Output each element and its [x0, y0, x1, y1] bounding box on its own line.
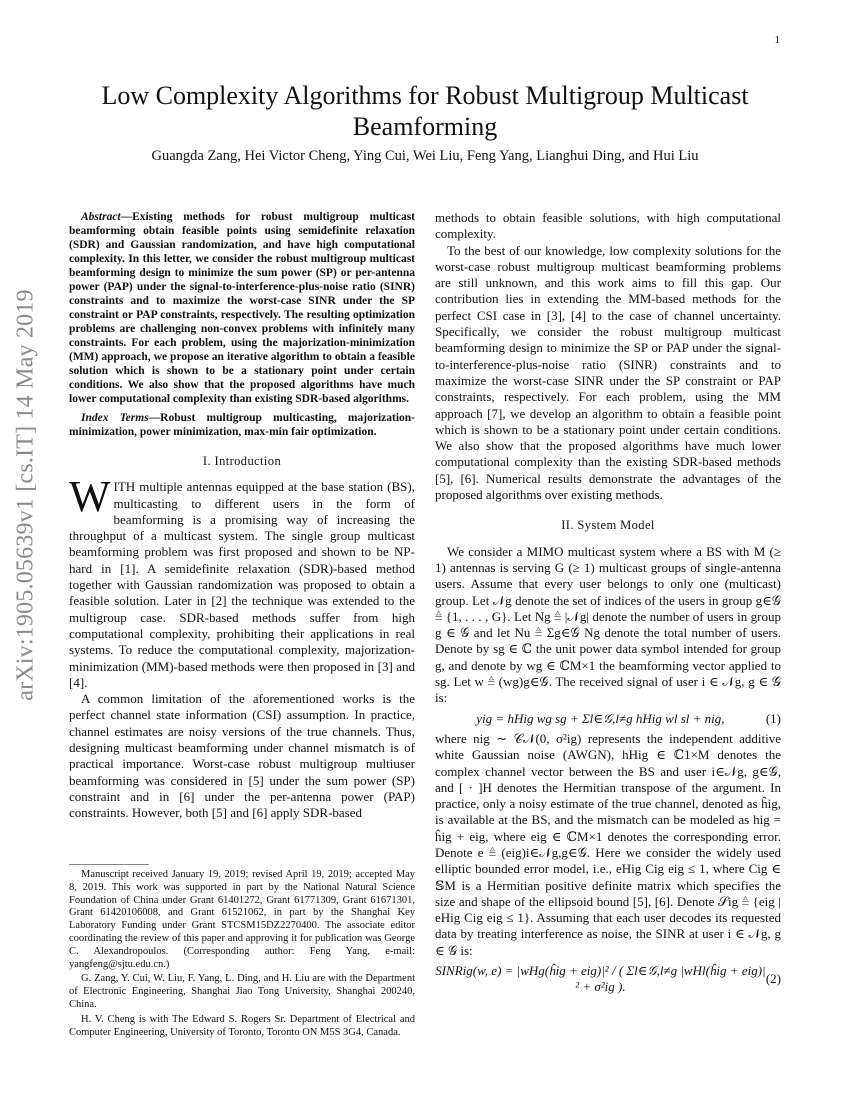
- drop-cap: W: [69, 472, 111, 522]
- intro-paragraph-1-text: ITH multiple antennas equipped at the base station (BS), multicasting to different users in the form of beamforming is a promising way of increasing the throughput of a multicast system. The single group multicast beamforming problem was first proposed and shown to be NP-hard in [1]. A semidefinite relaxation (SDR)-based method together with Gaussian randomization was proposed to obtain a feasible solution. Later in [2] the technique was extended to the multigroup case. SDR-based methods suffer from high computational complexity, prohibiting their applications in real systems. To reduce the computational complexity, majorization-minimization (MM)-based methods were then proposed in [3] and [4].: [69, 479, 415, 690]
- section-heading-introduction: I. Introduction: [202, 454, 282, 468]
- paper-authors: Guangda Zang, Hei Victor Cheng, Ying Cui, Wei Liu, Feng Yang, Lianghui Ding, and Hui Liu: [151, 148, 699, 164]
- arxiv-stamp-text: arXiv:1905.05639v1 [cs.IT] 14 May 2019: [12, 289, 39, 701]
- equation-1-body: yig = hHig wg sg + Σl∈𝒢,l≠g hHig wl sl + nig,: [476, 710, 725, 726]
- system-model-paragraph-1: We consider a MIMO multicast system where a BS with M (≥ 1) antennas is serving G (≥ 1) multicast groups of single-antenna users. Assume that every user belongs to only one (multicast) group. Let 𝒩g denote the set of indices of the users in group g∈𝒢 ≜ {1, . . . , G}. Let Ng ≜ |𝒩g| denote the number of users in group g ∈ 𝒢 and let Nu ≜ Σg∈𝒢 Ng denote the total number of users. Denote by sg ∈ ℂ the unit power data symbol intended for group g, and denote by wg ∈ ℂM×1 the beamforming vector applied to sg. Let w ≜ (wg)g∈𝒢. The received signal of user i ∈ 𝒩g, g ∈ 𝒢 is:: [435, 543, 781, 706]
- arxiv-stamp: [6, 265, 46, 725]
- index-terms-label: Index Terms: [81, 412, 149, 424]
- footnotes: [69, 864, 415, 1041]
- intro-paragraph-2-continued: methods to obtain feasible solutions, with high computational complexity.: [435, 210, 781, 242]
- intro-paragraph-1: [69, 472, 415, 691]
- index-terms-text: —Robust multigroup multicasting, majorization-minimization, power minimization, max-min fair optimization.: [69, 412, 415, 438]
- footnote-affiliation-sjtu: G. Zang, Y. Cui, W. Liu, F. Yang, L. Ding, and H. Liu are with the Department of Electronic Engineering, Shanghai Jiao Tong University, Shanghai 200240, China.: [69, 973, 415, 1010]
- page-number: 1: [774, 34, 780, 46]
- index-terms: [69, 411, 415, 439]
- paper-title: Low Complexity Algorithms for Robust Multigroup Multicast Beamforming: [101, 81, 749, 141]
- footnote-affiliation-toronto: H. V. Cheng is with The Edward S. Rogers Sr. Department of Electrical and Computer Engineering, University of Toronto, Toronto ON M5S 3G4, Canada.: [69, 1013, 415, 1038]
- footnote-rule: [69, 864, 149, 865]
- equation-2: [435, 963, 781, 996]
- abstract: [69, 210, 415, 406]
- equation-2-number: (2): [765, 971, 781, 987]
- section-heading-system-model: II. System Model: [561, 518, 655, 533]
- equation-2-body: SINRig(w, e) = |wHg(ĥig + eig)|² / ( Σl∈𝒢,l≠g |wHl(ĥig + eig)|² + σ²ig ).: [435, 963, 766, 995]
- abstract-text: —Existing methods for robust multigroup multicast beamforming obtain feasible points using semidefinite relaxation (SDR) and Gaussian randomization, and have high computational complexity. In this letter, we consider the robust multigroup multicast beamforming design to minimize the sum power (SP) or per-antenna power (PAP) under the signal-to-interference-plus-noise ratio (SINR) constraints and to maximize the worst-case SINR under the SP constraint or PAP constraints, respectively. The resulting optimization problems are challenging non-convex problems with infinitely many constraints. For each problem, using the majorization-minimization (MM) approach, we propose an iterative algorithm to obtain a feasible solution which is shown to be a stationary point under certain conditions. We also show that the proposed algorithms have much lower computational complexity than existing SDR-based algorithms.: [69, 211, 415, 405]
- system-model-paragraph-2: where nig ∼ 𝒞𝒩(0, σ²ig) represents the independent additive white Gaussian noise (AWGN), hHig ∈ ℂ1×M denotes the complex channel vector between the BS and user i∈𝒩g, g∈𝒢, and [ · ]H denotes the Hermitian transpose of the argument. In practice, only a noisy estimate of the true channel, denoted as ĥig, is available at the BS, and the mismatch can be modeled as hig = ĥig + eig, where eig ∈ ℂM×1 denotes the corresponding error. Denote e ≜ (eig)i∈𝒩g,g∈𝒢. Here we consider the widely used elliptic bounded error model, i.e., eHig Cig eig ≤ 1, where Cig ∈ 𝕊M is a Hermitian positive definite matrix which specifies the size and shape of the ellipsoid bound [5], [6]. Denote 𝒮ig ≜ {eig | eHig Cig eig ≤ 1}. Assuming that each user decodes its requested data by treating interference as noise, the SINR at user i ∈ 𝒩g, g ∈ 𝒢 is:: [435, 730, 781, 958]
- equation-1: [435, 711, 781, 727]
- abstract-label: Abstract: [81, 211, 121, 223]
- right-column: [435, 210, 781, 1000]
- intro-paragraph-2: A common limitation of the aforementioned works is the perfect channel state information (CSI) assumption. In practice, channel estimates are noisy versions of the true channels. Thus, designing multicast beamforming under channel mismatch is of practical importance. Worst-case robust multigroup multiuser beamforming was considered in [5] under the sum power (SP) constraint and in [6] under the per-antenna power (PAP) constraints. However, both [5] and [6] apply SDR-based: [69, 691, 415, 821]
- left-column: [69, 210, 415, 822]
- footnote-manuscript: Manuscript received January 19, 2019; revised April 19, 2019; accepted May 8, 2019. This work was supported in part by the National Natural Science Foundation of China under Grant 61401272, Grant 61771309, Grant 61671301, Grant 61420106008, and Grant 61521062, in part by the Shanghai Key Laboratory Funding under Grant STCSM15DZ2270400. The associate editor coordinating the review of this paper and approving it for publication was George C. Alexandropoulos. (Corresponding author: Feng Yang, e-mail: yangfeng@sjtu.edu.cn.): [69, 869, 415, 970]
- intro-paragraph-3: To the best of our knowledge, low complexity solutions for the worst-case robust multigroup multicast beamforming problems are still unknown, and this work aims to fill this gap. Our contribution lies in extending the MM-based methods for the perfect CSI case in [3], [4] to the case of channel uncertainty. Specifically, we consider the robust multigroup multicast beamforming design to minimize the SP or PAP under the signal-to-interference-plus-noise ratio (SINR) constraints and to maximize the worst-case SINR under the SP constraint or PAP constraints, respectively. For each problem, using the MM approach [7], we develop an algorithm to obtain a feasible point which is shown to be a stationary point under certain conditions. We also show that the proposed algorithms have much lower computational complexity than the existing SDR-based methods [5], [6]. Numerical results demonstrate the advantages of the proposed algorithms over existing methods.: [435, 242, 781, 503]
- equation-1-number: (1): [765, 710, 781, 726]
